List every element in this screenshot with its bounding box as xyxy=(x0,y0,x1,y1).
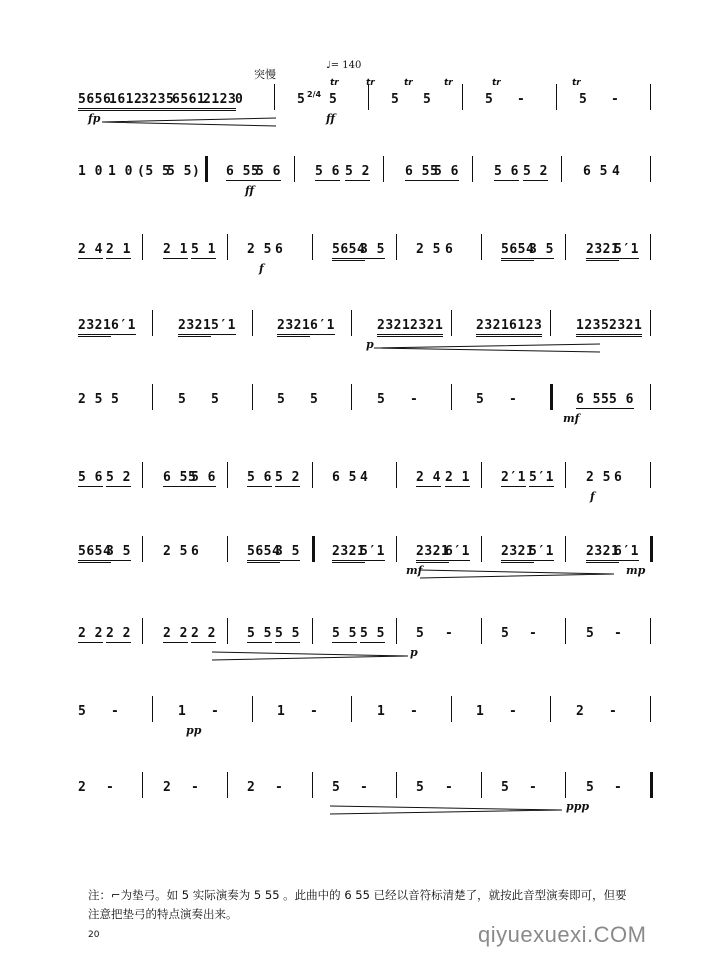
note-group: - xyxy=(509,392,518,407)
note-group: 4 xyxy=(360,470,369,485)
note-group: 5 xyxy=(277,392,286,407)
tempo-marking: ♩= 140 xyxy=(326,60,362,71)
note-group: 1 xyxy=(476,704,485,719)
dynamic-marking: mf xyxy=(406,564,423,577)
note-group: - xyxy=(360,780,369,795)
barline xyxy=(481,618,482,644)
note-group: 5 xyxy=(586,626,595,641)
trill-ornament: tr xyxy=(444,78,453,88)
note-group: - xyxy=(517,92,526,107)
note-group: 5 5 xyxy=(332,626,357,641)
note-group: 5 6 xyxy=(191,470,216,485)
note-group: 6′1 xyxy=(445,544,470,559)
note-group: 1612 xyxy=(109,92,142,111)
note-group: 2 xyxy=(163,780,172,795)
note-group: 1235 xyxy=(576,318,609,337)
barline xyxy=(227,772,228,798)
dynamic-marking: p xyxy=(410,646,418,659)
note-group: 6 xyxy=(191,544,200,559)
barline xyxy=(152,696,153,722)
barline xyxy=(472,156,473,182)
barline xyxy=(396,462,397,488)
note-group: 2 4 xyxy=(78,242,103,257)
barline xyxy=(274,84,275,110)
note-group: 2 2 xyxy=(163,626,188,641)
barline xyxy=(142,618,143,644)
score-row-2 xyxy=(0,150,727,210)
note-group: 5′1 xyxy=(614,242,639,257)
barline xyxy=(650,618,651,644)
note-group: 5 6 xyxy=(315,164,340,179)
note-group: - xyxy=(275,780,284,795)
note-group: 2321 xyxy=(609,318,642,337)
barline xyxy=(550,310,551,336)
note-group: 6 5 xyxy=(583,164,608,179)
footnote-line-2: 注意把垫弓的特点演奏出来。 xyxy=(88,907,238,921)
note-group: 2321 xyxy=(78,318,111,337)
note-group: 6 55 xyxy=(405,164,439,179)
barline xyxy=(565,772,566,798)
note-group: 6 xyxy=(275,242,284,257)
note-group: - xyxy=(106,780,115,795)
note-group: 2 xyxy=(78,780,87,795)
note-group: 5 2 xyxy=(106,470,131,485)
barline xyxy=(252,310,253,336)
diminuendo-hairpin xyxy=(330,806,562,812)
note-group: 5 5) xyxy=(167,164,201,179)
time-signature: 2/4 xyxy=(307,90,322,99)
barline xyxy=(312,234,313,260)
note-group: - xyxy=(111,704,120,719)
barline xyxy=(396,772,397,798)
note-group: 2 xyxy=(576,704,585,719)
score-row-3 xyxy=(0,228,727,288)
barline xyxy=(565,618,566,644)
dynamic-marking: f xyxy=(259,262,264,275)
note-group: 5654 xyxy=(78,544,111,563)
note-group: 6′1 xyxy=(310,318,335,333)
barline xyxy=(561,156,562,182)
barline xyxy=(312,536,315,562)
note-group: 2321 xyxy=(377,318,410,337)
note-group: 5 6 xyxy=(256,164,281,179)
score-row-1 xyxy=(0,78,727,138)
note-group: 5 xyxy=(586,780,595,795)
barline xyxy=(383,156,384,182)
crescendo-hairpin xyxy=(102,118,276,124)
note-group: 2321 xyxy=(178,318,211,337)
note-group: 2 5 xyxy=(78,392,103,407)
note-group: 5 6 xyxy=(78,470,103,485)
barline xyxy=(650,772,653,798)
barline xyxy=(294,156,295,182)
barline xyxy=(396,536,397,562)
barline xyxy=(312,462,313,488)
note-group: 2 4 xyxy=(416,470,441,485)
note-group: 5 xyxy=(423,92,432,107)
note-group: 5 1 xyxy=(191,242,216,257)
barline xyxy=(565,462,566,488)
barline xyxy=(462,84,463,110)
dynamic-marking: f xyxy=(590,490,595,503)
site-watermark: qiyuexuexi.COM xyxy=(478,922,647,947)
note-group: 5 xyxy=(332,780,341,795)
note-group: 6 xyxy=(614,470,623,485)
note-group: 5 xyxy=(501,780,510,795)
note-group: 2321 xyxy=(476,318,509,337)
note-group: 3 5 xyxy=(275,544,300,559)
score-row-6 xyxy=(0,456,727,516)
note-group: 5 xyxy=(391,92,400,107)
note-group: - xyxy=(614,780,623,795)
note-group: 2321 xyxy=(586,544,619,563)
dynamic-marking: ff xyxy=(326,112,336,125)
trill-ornament: tr xyxy=(572,78,581,88)
note-group: 5 6 xyxy=(609,392,634,407)
barline xyxy=(396,234,397,260)
barline xyxy=(142,536,143,562)
note-group: 5 5 xyxy=(247,626,272,641)
note-group: 2 5 xyxy=(586,470,611,485)
note-group: 5656 xyxy=(78,92,111,111)
trill-ornament: tr xyxy=(330,78,339,88)
note-group: 3 5 xyxy=(360,242,385,257)
barline xyxy=(650,462,651,488)
dynamic-marking: mp xyxy=(626,564,646,577)
note-group: 5 6 xyxy=(434,164,459,179)
barline xyxy=(227,234,228,260)
note-group: 2 1 xyxy=(106,242,131,257)
note-group: 2 xyxy=(247,780,256,795)
note-group: 0 xyxy=(235,92,244,107)
note-group: (5 5 xyxy=(137,164,171,179)
barline xyxy=(451,696,452,722)
note-group: - xyxy=(445,780,454,795)
barline xyxy=(312,618,313,644)
note-group: - xyxy=(445,626,454,641)
note-group: 5654 xyxy=(501,242,534,261)
note-group: 5 5 xyxy=(360,626,385,641)
dynamic-marking: pp xyxy=(186,724,202,737)
barline xyxy=(312,772,313,798)
note-group: 5 xyxy=(377,392,386,407)
note-group: 5 2 xyxy=(523,164,548,179)
note-group: 2321 xyxy=(332,544,365,563)
note-group: 5 xyxy=(579,92,588,107)
score-row-9 xyxy=(0,690,727,750)
note-group: 6561 xyxy=(172,92,205,111)
note-group: 1 0 xyxy=(108,164,133,179)
note-group: 5′1 xyxy=(529,544,554,559)
note-group: 5′1 xyxy=(211,318,236,333)
note-group: 5 xyxy=(501,626,510,641)
barline xyxy=(481,536,482,562)
note-group: 5′1 xyxy=(529,470,554,485)
note-group: 5 xyxy=(416,780,425,795)
note-group: 5 xyxy=(416,626,425,641)
note-group: - xyxy=(410,392,419,407)
note-group: 2 2 xyxy=(106,626,131,641)
note-group: - xyxy=(310,704,319,719)
barline xyxy=(351,384,352,410)
barline xyxy=(650,384,651,410)
note-group: 5654 xyxy=(332,242,365,261)
diminuendo-hairpin xyxy=(420,570,614,576)
note-group: 6 5 xyxy=(332,470,357,485)
note-group: 5 xyxy=(111,392,120,407)
note-group: 5 2 xyxy=(275,470,300,485)
score-row-7 xyxy=(0,530,727,590)
footnote-line-1: 注：⌐为垫弓。如 5 实际演奏为 5 55 。此曲中的 6 55 已经以音符标清楚了，就按此音型演奏即可，但要 xyxy=(88,888,627,902)
score-row-4 xyxy=(0,304,727,364)
note-group: 5654 xyxy=(247,544,280,563)
note-group: 6′1 xyxy=(111,318,136,333)
barline xyxy=(451,310,452,336)
barline xyxy=(481,462,482,488)
note-group: 5 xyxy=(297,92,306,107)
barline xyxy=(351,696,352,722)
trill-ornament: tr xyxy=(492,78,501,88)
note-group: - xyxy=(609,704,618,719)
score-row-10 xyxy=(0,766,727,826)
note-group: 1 0 xyxy=(78,164,103,179)
barline xyxy=(227,618,228,644)
note-group: - xyxy=(410,704,419,719)
note-group: 5 xyxy=(329,92,338,107)
suddenly-slow-marking: 突慢 xyxy=(254,68,276,81)
barline xyxy=(252,696,253,722)
note-group: 2321 xyxy=(416,544,449,563)
note-group: 2321 xyxy=(277,318,310,337)
note-group: 2 1 xyxy=(163,242,188,257)
crescendo-hairpin xyxy=(374,344,600,350)
note-group: 5 xyxy=(485,92,494,107)
page-number: 20 xyxy=(88,930,100,940)
note-group: 2321 xyxy=(586,242,619,261)
note-group: - xyxy=(191,780,200,795)
trill-ornament: tr xyxy=(404,78,413,88)
note-group: 4 xyxy=(612,164,621,179)
barline xyxy=(451,384,452,410)
barline xyxy=(396,618,397,644)
barline xyxy=(152,310,153,336)
dynamic-marking: mf xyxy=(563,412,580,425)
note-group: 3 5 xyxy=(106,544,131,559)
note-group: 6 55 xyxy=(226,164,260,179)
note-group: 2321 xyxy=(501,544,534,563)
barline xyxy=(550,384,553,410)
note-group: 2 5 xyxy=(416,242,441,257)
note-group: - xyxy=(529,626,538,641)
barline xyxy=(650,310,651,336)
note-group: 2 5 xyxy=(247,242,272,257)
note-group: 2 5 xyxy=(163,544,188,559)
barline xyxy=(142,772,143,798)
barline xyxy=(205,156,208,182)
barline xyxy=(565,536,566,562)
note-group: - xyxy=(529,780,538,795)
note-group: 5 6 xyxy=(494,164,519,179)
barline xyxy=(227,536,228,562)
note-group: 1 xyxy=(178,704,187,719)
barline xyxy=(650,696,651,722)
note-group: 5 6 xyxy=(247,470,272,485)
footnote xyxy=(88,886,688,924)
note-group: - xyxy=(611,92,620,107)
note-group: 3 5 xyxy=(529,242,554,257)
note-group: 6 xyxy=(445,242,454,257)
note-group: 2321 xyxy=(410,318,443,337)
barline xyxy=(481,772,482,798)
note-group: 2′1 xyxy=(501,470,526,485)
score-row-8 xyxy=(0,612,727,672)
note-group: 5 5 xyxy=(275,626,300,641)
trill-ornament: tr xyxy=(366,78,375,88)
barline xyxy=(650,536,653,562)
barline xyxy=(152,384,153,410)
note-group: 3235 xyxy=(141,92,174,111)
note-group: 5 xyxy=(78,704,87,719)
barline xyxy=(650,156,651,182)
note-group: 1 xyxy=(377,704,386,719)
barline xyxy=(650,84,651,110)
barline xyxy=(650,234,651,260)
score-row-5 xyxy=(0,378,727,438)
note-group: - xyxy=(509,704,518,719)
note-group: 5 xyxy=(178,392,187,407)
note-group: - xyxy=(211,704,220,719)
barline xyxy=(252,384,253,410)
dynamic-marking: ppp xyxy=(566,800,590,813)
barline xyxy=(227,462,228,488)
note-group: 2 2 xyxy=(191,626,216,641)
note-group: 5 xyxy=(476,392,485,407)
diminuendo-hairpin xyxy=(212,652,408,658)
note-group: 2 1 xyxy=(445,470,470,485)
note-group: 6 55 xyxy=(576,392,610,407)
dynamic-marking: p xyxy=(366,338,374,351)
barline xyxy=(481,234,482,260)
note-group: 1 xyxy=(277,704,286,719)
note-group: 6′1 xyxy=(614,544,639,559)
barline xyxy=(142,462,143,488)
note-group: 2 2 xyxy=(78,626,103,641)
dynamic-marking: fp xyxy=(88,112,101,125)
note-group: 6 55 xyxy=(163,470,197,485)
note-group: 2123 xyxy=(203,92,236,111)
note-group: 5 2 xyxy=(345,164,370,179)
barline xyxy=(351,310,352,336)
barline xyxy=(556,84,557,110)
barline xyxy=(550,696,551,722)
note-group: 5 xyxy=(211,392,220,407)
dynamic-marking: ff xyxy=(245,184,255,197)
note-group: - xyxy=(614,626,623,641)
note-group: 5′1 xyxy=(360,544,385,559)
note-group: 5 xyxy=(310,392,319,407)
barline xyxy=(142,234,143,260)
note-group: 6123 xyxy=(509,318,542,337)
barline xyxy=(565,234,566,260)
